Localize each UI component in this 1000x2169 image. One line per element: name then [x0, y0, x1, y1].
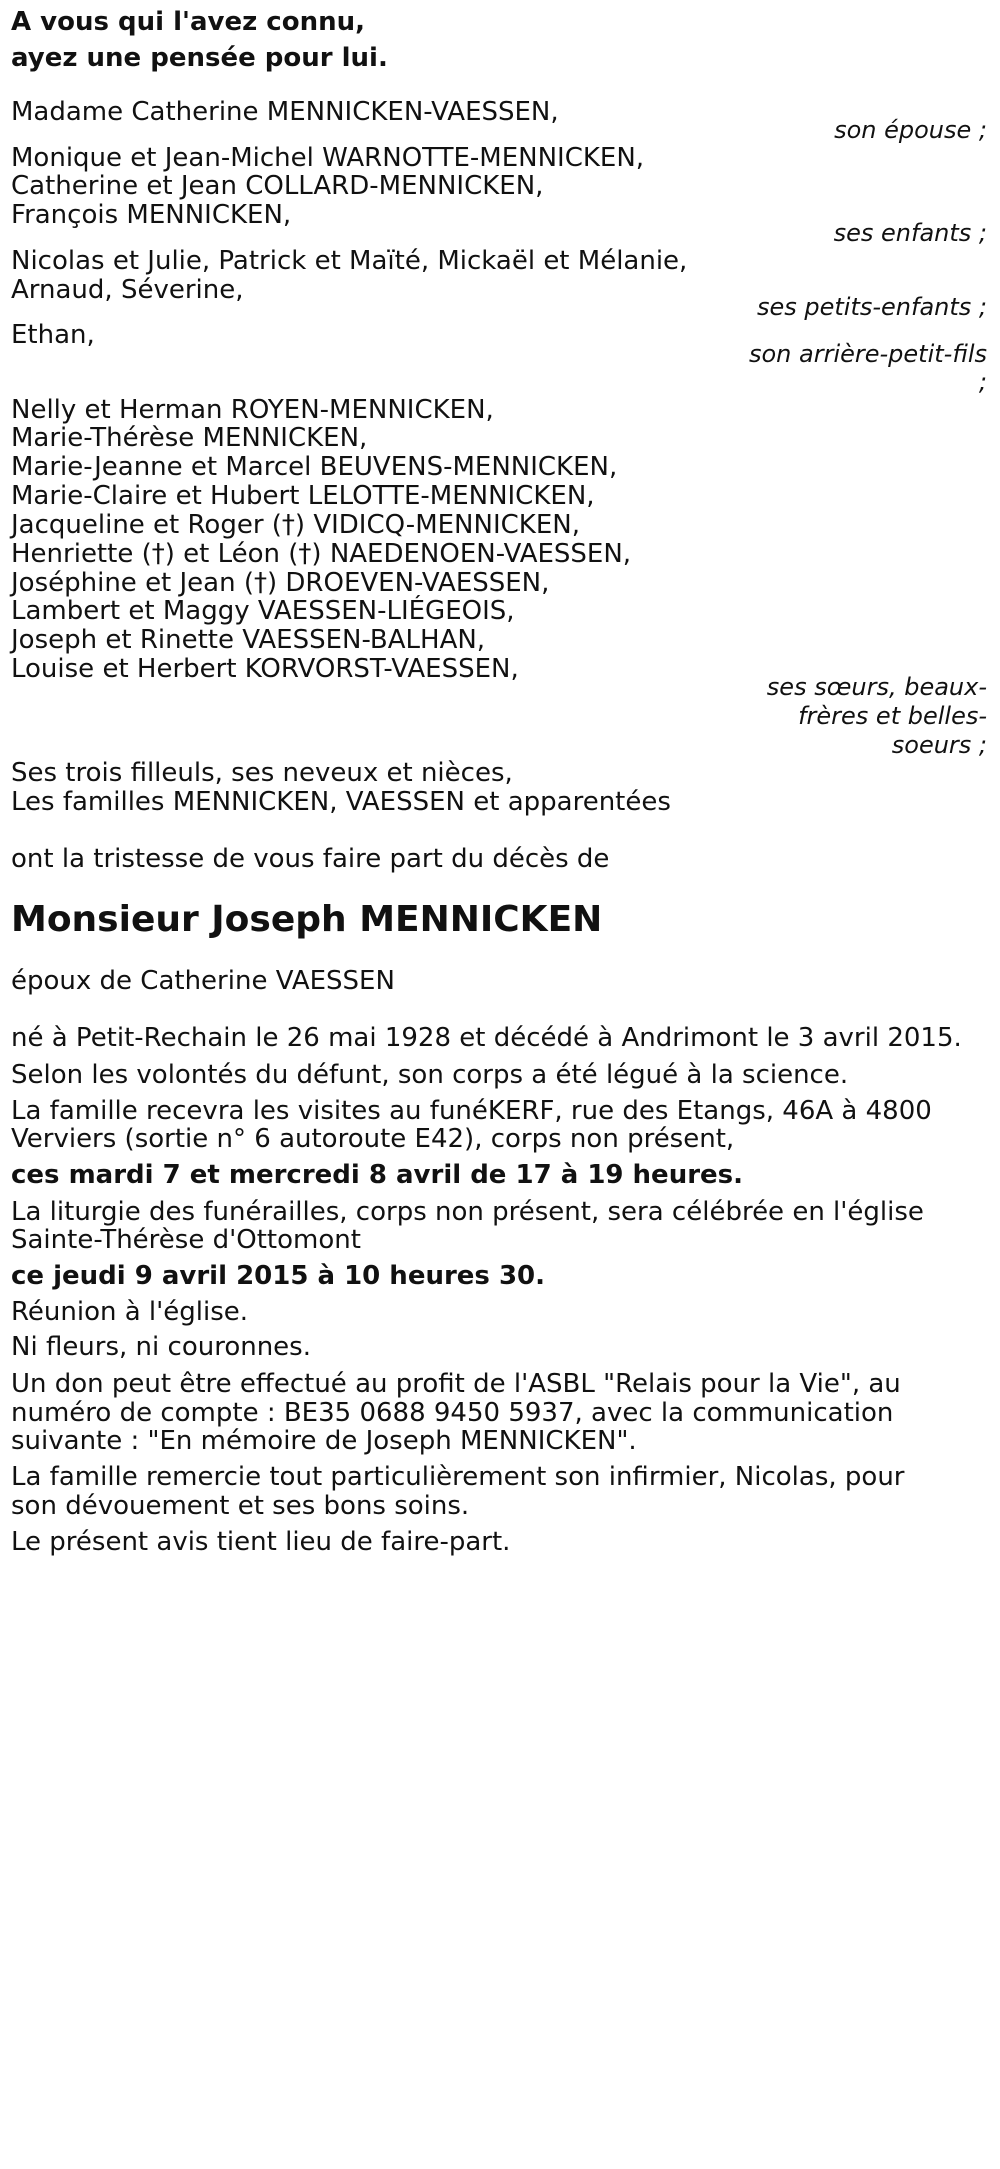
others-line-2: Les familles MENNICKEN, VAESSEN et apparentées [11, 787, 671, 817]
siblings-role-3: soeurs ; [891, 731, 987, 759]
announcement: ont la tristesse de vous faire part du décès de [11, 844, 610, 874]
siblings-role-1: ses sœurs, beaux- [766, 673, 987, 701]
donation-line-2: numéro de compte : BE35 0688 9450 5937, avec la communication [11, 1398, 894, 1428]
liturgy-line-2: Sainte-Thérèse d'Ottomont [11, 1225, 361, 1255]
spouse-name: Madame Catherine MENNICKEN-VAESSEN, [11, 97, 559, 127]
sibling-1: Nelly et Herman ROYEN-MENNICKEN, [11, 395, 494, 425]
header-line-2: ayez une pensée pour lui. [11, 43, 388, 73]
siblings-role-2: frères et belles- [798, 702, 987, 730]
child-1: Monique et Jean-Michel WARNOTTE-MENNICKEN, [11, 143, 645, 173]
sibling-7: Joséphine et Jean (†) DROEVEN-VAESSEN, [11, 568, 550, 598]
visits-line-2: Verviers (sortie n° 6 autoroute E42), corps non présent, [11, 1124, 735, 1154]
no-flowers-note: Ni fleurs, ni couronnes. [11, 1332, 311, 1362]
thanks-line-1: La famille remercie tout particulièrement son infirmier, Nicolas, pour [11, 1462, 905, 1492]
science-note: Selon les volontés du défunt, son corps a été légué à la science. [11, 1060, 849, 1090]
visits-line-1: La famille recevra les visites au funéKERF, rue des Etangs, 46A à 4800 [11, 1096, 932, 1126]
grandchildren-role: ses petits-enfants ; [756, 293, 987, 321]
visits-dates: ces mardi 7 et mercredi 8 avril de 17 à 19 heures. [11, 1160, 744, 1190]
sibling-8: Lambert et Maggy VAESSEN-LIÉGEOIS, [11, 596, 515, 626]
reunion-note: Réunion à l'église. [11, 1297, 249, 1327]
donation-line-3: suivante : "En mémoire de Joseph MENNICKEN". [11, 1426, 637, 1456]
header-line-1: A vous qui l'avez connu, [11, 7, 365, 37]
grandchildren-2: Arnaud, Séverine, [11, 275, 244, 305]
sibling-4: Marie-Claire et Hubert LELOTTE-MENNICKEN, [11, 481, 595, 511]
great-grandchild-name: Ethan, [11, 320, 95, 350]
sibling-2: Marie-Thérèse MENNICKEN, [11, 423, 368, 453]
liturgy-date: ce jeudi 9 avril 2015 à 10 heures 30. [11, 1261, 546, 1291]
grandchildren-1: Nicolas et Julie, Patrick et Maïté, Mickaël et Mélanie, [11, 246, 688, 276]
closing-note: Le présent avis tient lieu de faire-part. [11, 1527, 511, 1557]
child-2: Catherine et Jean COLLARD-MENNICKEN, [11, 171, 544, 201]
sibling-10: Louise et Herbert KORVORST-VAESSEN, [11, 654, 519, 684]
others-line-1: Ses trois filleuls, ses neveux et nièces, [11, 758, 513, 788]
great-grandchild-role-2: ; [978, 368, 987, 396]
thanks-line-2: son dévouement et ses bons soins. [11, 1491, 470, 1521]
sibling-5: Jacqueline et Roger (†) VIDICQ-MENNICKEN, [11, 510, 580, 540]
children-role: ses enfants ; [833, 219, 987, 247]
great-grandchild-role-1: son arrière-petit-fils [748, 340, 987, 368]
born-died: né à Petit-Rechain le 26 mai 1928 et décédé à Andrimont le 3 avril 2015. [11, 1023, 962, 1053]
spouse-role: son épouse ; [834, 116, 987, 144]
deceased-spouse-of: époux de Catherine VAESSEN [11, 966, 395, 996]
child-3: François MENNICKEN, [11, 200, 292, 230]
sibling-6: Henriette (†) et Léon (†) NAEDENOEN-VAESSEN, [11, 539, 632, 569]
donation-line-1: Un don peut être effectué au profit de l'ASBL "Relais pour la Vie", au [11, 1369, 901, 1399]
sibling-9: Joseph et Rinette VAESSEN-BALHAN, [11, 625, 486, 655]
liturgy-line-1: La liturgie des funérailles, corps non présent, sera célébrée en l'église [11, 1197, 924, 1227]
sibling-3: Marie-Jeanne et Marcel BEUVENS-MENNICKEN, [11, 452, 618, 482]
deceased-name: Monsieur Joseph MENNICKEN [11, 899, 603, 940]
